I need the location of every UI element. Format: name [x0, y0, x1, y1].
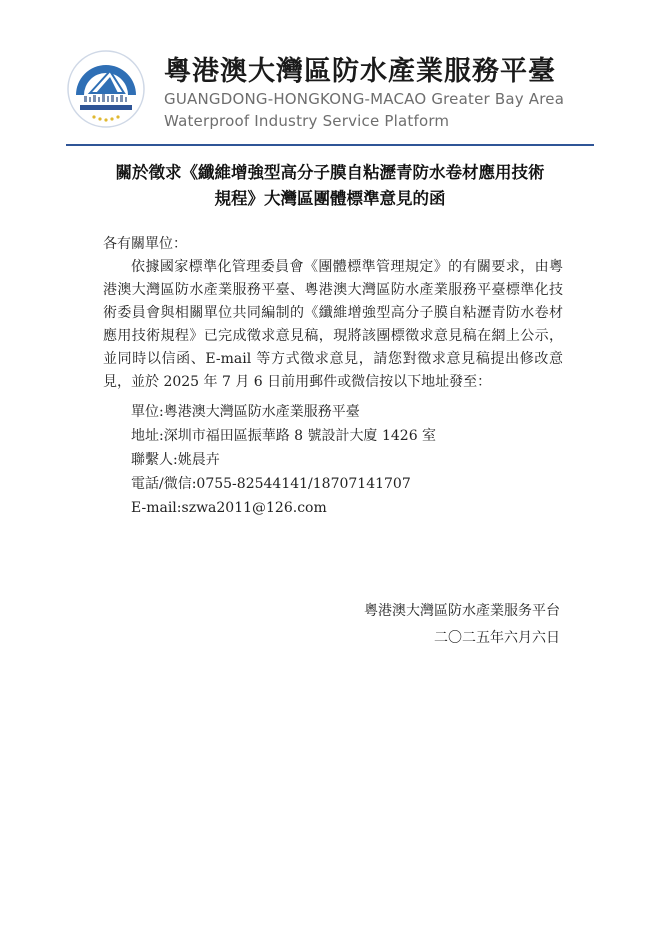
letter-body	[103, 233, 563, 520]
signature-block	[364, 598, 560, 652]
org-name-english-line1: GUANGDONG-HONGKONG-MACAO Greater Bay Area	[164, 90, 565, 108]
body-paragraph: 依據國家標準化管理委員會《團體標準管理規定》的有關要求，由粵港澳大灣區防水產業服務平臺、粵港澳大灣區防水產業服務平臺標準化技術委員會與相關單位共同編制的《纖維增強型高分子膜自粘瀝青防水卷材應用技術規程》已完成徵求意見稿，現將該團標徵求意見稿在網上公示，並同時以信函、E-mail 等方式徵求意見，請您對徵求意見稿提出修改意見，並於 2025 年 7 月 6 日前用郵件或微信按以下地址發至：	[103, 259, 563, 390]
letter-title-line1: 關於徵求《纖維增強型高分子膜自粘瀝青防水卷材應用技術	[115, 163, 545, 182]
contact-person: 聯繫人:姚晨卉	[131, 452, 220, 468]
contact-list	[131, 400, 563, 520]
contact-email: E-mail:szwa2011@126.com	[131, 500, 327, 516]
signature-date: 二〇二五年六月六日	[434, 630, 560, 646]
letterhead	[66, 47, 596, 137]
header-divider	[66, 144, 594, 146]
org-name-chinese: 粵港澳大灣區防水產業服務平臺	[164, 56, 556, 87]
salutation: 各有關單位：	[103, 236, 187, 252]
contact-address: 地址:深圳市福田區振華路 8 號設計大廈 1426 室	[131, 428, 437, 444]
contact-phone: 電話/微信:0755-82544141/18707141707	[131, 476, 411, 492]
platform-logo-icon	[66, 49, 146, 129]
org-name-english-line2: Waterproof Industry Service Platform	[164, 112, 450, 130]
letter-title-line2: 規程》大灣區團體標準意見的函	[214, 189, 446, 208]
contact-unit: 單位:粵港澳大灣區防水產業服務平臺	[131, 404, 360, 420]
signature-org: 粵港澳大灣區防水產業服务平台	[364, 603, 560, 619]
letter-title	[90, 160, 570, 212]
